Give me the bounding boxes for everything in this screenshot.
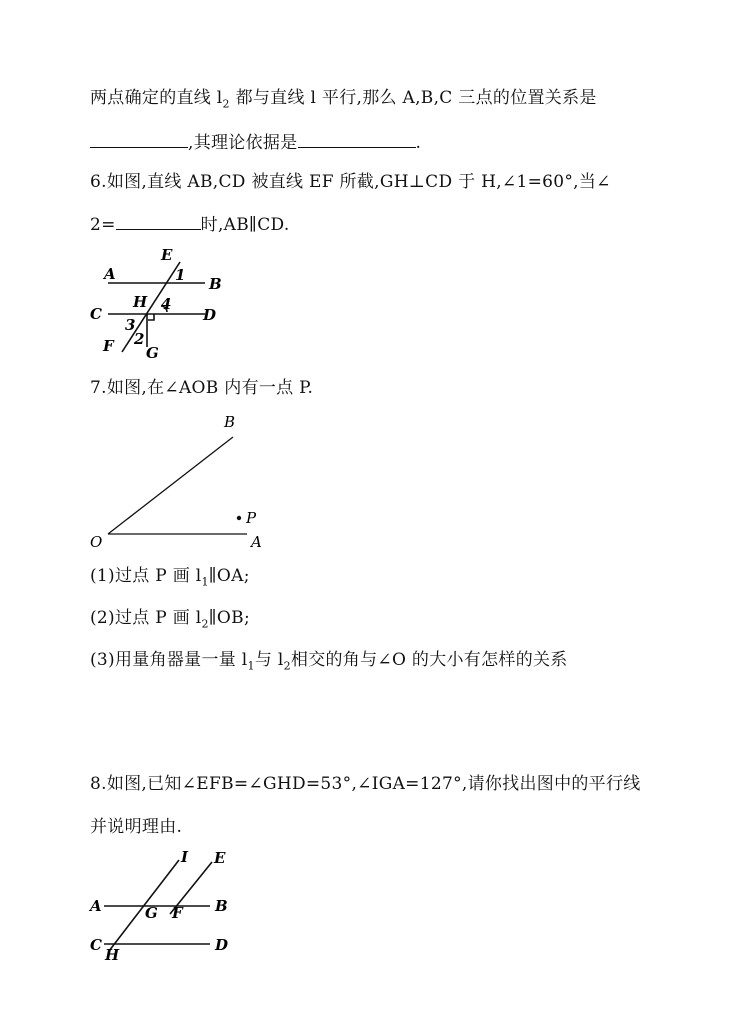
q7-part-2: (2)过点 P 画 $l_2\parallel OB$; bbox=[90, 608, 250, 631]
fig6-label-F: F bbox=[103, 337, 114, 355]
figure-q6 bbox=[108, 262, 205, 352]
right-angle-mark bbox=[148, 314, 154, 320]
q6-line-1: 6.如图,直线 AB,CD 被直线 EF 所截,GH⊥CD 于 H,∠1=60°,当∠ bbox=[90, 172, 611, 192]
fig6-label-E: E bbox=[161, 246, 173, 264]
point-p bbox=[237, 516, 241, 520]
fig6-label-D: D bbox=[203, 306, 217, 324]
fig8-label-I: I bbox=[181, 848, 189, 866]
fig6-label-C: C bbox=[90, 305, 102, 323]
fig6-label-H: H bbox=[133, 293, 148, 311]
q8-line-1: 8.如图,已知∠EFB=∠GHD=53°,∠IGA=127°,请你找出图中的平行线 bbox=[90, 774, 641, 794]
fig6-label-G: G bbox=[146, 344, 159, 362]
q7-part-1: (1)过点 P 画 $l_1\parallel OA$; bbox=[90, 566, 250, 589]
fig8-label-B: B bbox=[215, 897, 228, 915]
q8-line-2: 并说明理由. bbox=[90, 817, 183, 837]
figure-q7 bbox=[108, 437, 247, 534]
fig6-label-4: 4 bbox=[161, 295, 172, 313]
q6-line-2: 2= 时,AB∥CD. bbox=[90, 215, 290, 235]
ray-ob bbox=[108, 437, 233, 534]
figure-q8 bbox=[104, 860, 212, 951]
fig6-label-2: 2 bbox=[134, 330, 145, 348]
fig6-label-B: B bbox=[209, 275, 222, 293]
q5-line-2: ,其理论依据是 . bbox=[90, 131, 421, 153]
fig8-label-A: A bbox=[90, 897, 102, 915]
fig7-label-B: B bbox=[224, 413, 236, 431]
fig8-label-C: C bbox=[90, 936, 102, 954]
q7-part-3: (3)用量角器量一量 $l_1$与 $l_2$相交的角与∠O 的大小有怎样的关系 bbox=[90, 650, 568, 673]
fig8-label-F: F bbox=[172, 904, 183, 922]
fig6-label-A: A bbox=[104, 265, 116, 283]
q5-line-1: 两点确定的直线 $l_2$ 都与直线 l 平行,那么 A,B,C 三点的位置关系是 bbox=[90, 88, 597, 111]
fig7-label-O: O bbox=[90, 533, 103, 551]
fig8-label-D: D bbox=[215, 936, 229, 954]
fig7-label-A: A bbox=[251, 533, 262, 551]
q7-line-1: 7.如图,在∠AOB 内有一点 P. bbox=[90, 378, 314, 398]
fig8-label-G: G bbox=[145, 904, 158, 922]
fig6-label-1: 1 bbox=[175, 266, 186, 284]
fig8-label-E: E bbox=[214, 849, 226, 867]
fig7-label-P: P bbox=[246, 509, 257, 527]
fig8-label-H: H bbox=[105, 946, 120, 964]
fig6-label-3: 3 bbox=[125, 316, 136, 334]
